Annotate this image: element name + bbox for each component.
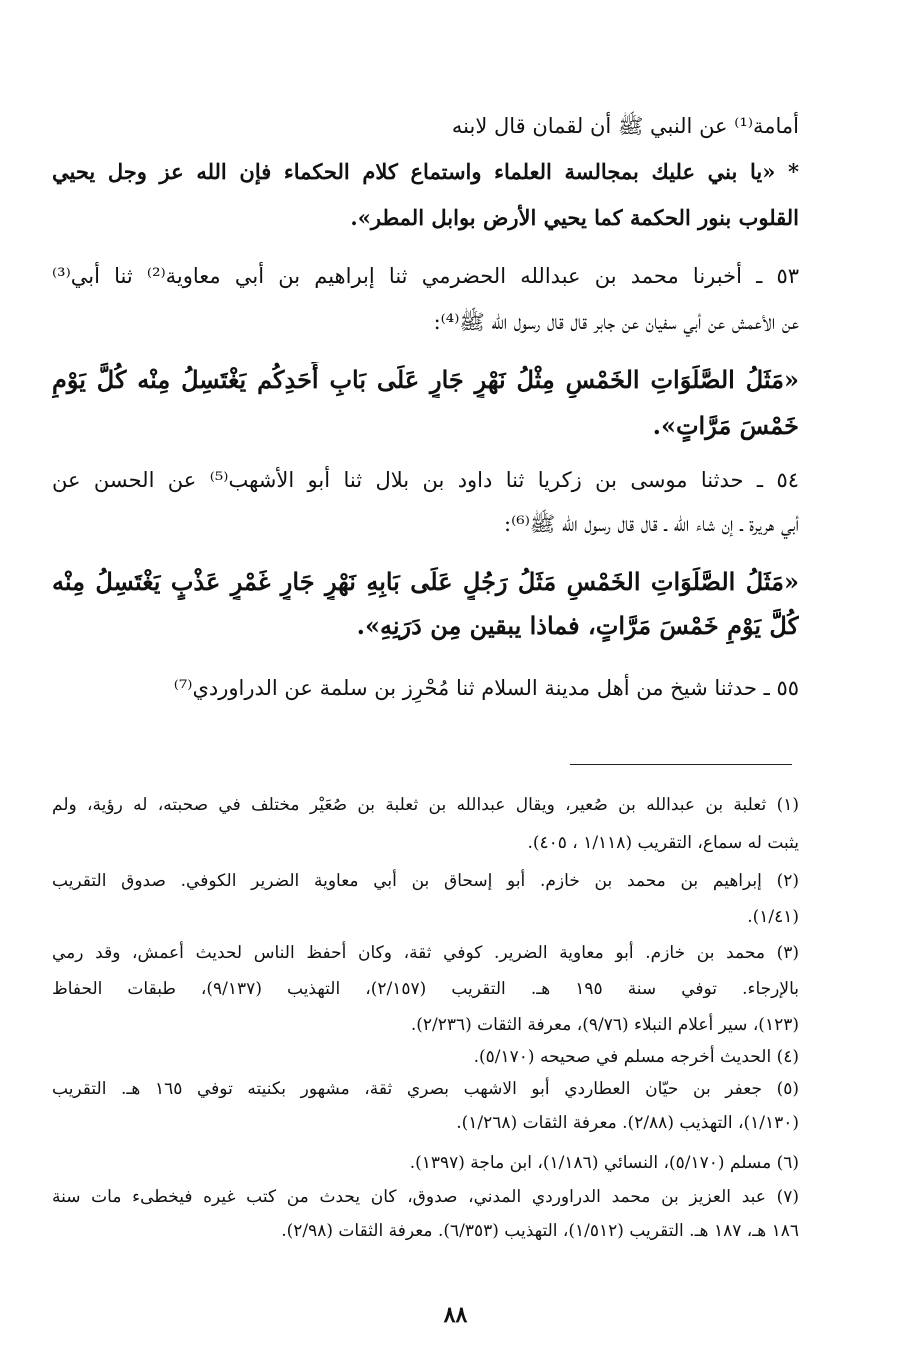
footnote-line-7: (١٢٣)، سير أعلام النبلاء (٩/٧٦)، معرفة الثقات (٢/٢٣٦). <box>410 1015 799 1035</box>
footnote-line-8: (٤) الحديث أخرجه مسلم في صحيحه (٥/١٧٠). <box>473 1047 799 1067</box>
main-line-6: «مَثَلُ الصَّلَوَاتِ الخَمْسِ مِثْلُ نَهْرٍ جَارٍ عَلَى بَابِ أَحَدِكُم يَغْتَسِلُ مِنْه كُلَّ يَوْمٍ <box>52 365 799 394</box>
footnote-separator <box>570 764 792 765</box>
footnote-line-11: (٦) مسلم (٥/١٧٠)، النسائي (١/١٨٦)، ابن ماجة (١٣٩٧). <box>409 1153 799 1173</box>
footnote-line-13: ١٨٦ هـ، ١٨٧ هـ. التقريب (١/٥١٢)، التهذيب (٦/٣٥٣). معرفة الثقات (٢/٩٨). <box>281 1221 799 1241</box>
main-line-9: أبي هريرة ـ إن شاء الله ـ قال قال رسول الله ﷺ⁽⁶⁾: <box>504 512 799 536</box>
main-line-7: خَمْسَ مَرَّاتٍ». <box>652 411 799 440</box>
main-line-8: ٥٤ ـ حدثنا موسى بن زكريا ثنا داود بن بلال ثنا أبو الأشهب⁽⁵⁾ عن الحسن عن <box>52 468 799 492</box>
footnote-line-3: (٢) إبراهيم بن محمد بن خازم. أبو إسحاق بن أبي معاوية الضرير الكوفي. صدوق التقريب <box>52 871 799 891</box>
main-line-3: القلوب بنور الحكمة كما يحيي الأرض بوابل المطر». <box>350 205 799 230</box>
main-line-12: ٥٥ ـ حدثنا شيخ من أهل مدينة السلام ثنا مُحْرِز بن سلمة عن الدراوردي⁽⁷⁾ <box>173 676 799 700</box>
footnote-line-4: (١/٤١). <box>747 907 799 927</box>
page-number: ٨٨ <box>443 1302 468 1328</box>
footnote-line-6: بالإرجاء. توفي سنة ١٩٥ هـ. التقريب (٢/١٥٧)، التهذيب (٩/١٣٧)، طبقات الحفاظ <box>52 979 799 999</box>
footnote-line-1: (١) ثعلبة بن عبدالله بن صُعير، ويقال عبدالله بن ثعلبة بن صُعَيْر مختلف في صحبته، له رؤية، ولم <box>52 795 799 815</box>
footnote-line-5: (٣) محمد بن خازم. أبو معاوية الضرير. كوفي ثقة، وكان أحفظ الناس لحديث أعمش، وقد رمي <box>52 943 799 963</box>
footnote-line-2: يثبت له سماع، التقريب (١/١١٨ ، ٤٠٥). <box>527 833 799 853</box>
main-line-2: * «يا بني عليك بمجالسة العلماء واستماع كلام الحكماء فإن الله عز وجل يحيي <box>52 159 799 184</box>
main-line-11: كُلَّ يَوْمٍ خَمْسَ مَرَّاتٍ، فماذا يبقين مِن دَرَنِهِ». <box>356 611 799 640</box>
main-line-1: أمامة⁽¹⁾ عن النبي ﷺ أن لقمان قال لابنه <box>451 114 799 138</box>
footnote-line-12: (٧) عبد العزيز بن محمد الدراوردي المدني، صدوق، كان يحدث من كتب غيره فيخطىء مات سنة <box>52 1187 799 1207</box>
main-line-4: ٥٣ ـ أخبرنا محمد بن عبدالله الحضرمي ثنا إبراهيم بن أبي معاوية⁽²⁾ ثنا أبي⁽³⁾ <box>52 264 799 288</box>
main-line-5: عن الأعمش عن أبي سفيان عن جابر قال قال رسول الله ﷺ⁽⁴⁾: <box>433 310 799 334</box>
footnote-line-9: (٥) جعفر بن حيّان العطاردي أبو الاشهب بصري ثقة، مشهور بكنيته توفي ١٦٥ هـ. التقريب <box>52 1079 799 1099</box>
footnote-line-10: (١/١٣٠)، التهذيب (٢/٨٨). معرفة الثقات (١/٢٦٨). <box>456 1113 799 1133</box>
main-line-10: «مَثَلُ الصَّلَوَاتِ الخَمْسِ مَثَلُ رَجُلٍ عَلَى بَابِهِ نَهْرٍ جَارٍ غَمْرٍ عَذْبٍ يَغْتَسِلُ مِنْه <box>52 567 799 596</box>
